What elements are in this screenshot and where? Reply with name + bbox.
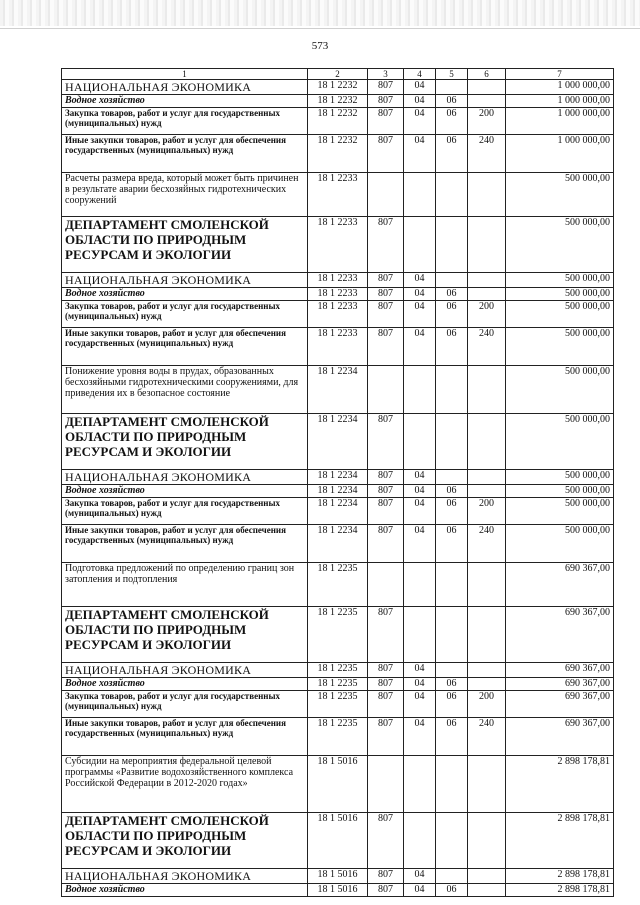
cell-target-article: 18 1 2232	[308, 135, 368, 173]
table-row	[62, 813, 614, 869]
cell-name: НАЦИОНАЛЬНАЯ ЭКОНОМИКА	[62, 470, 308, 485]
cell-ministry-code: 807	[368, 498, 404, 525]
cell-expense-type	[468, 414, 506, 470]
cell-target-article: 18 1 5016	[308, 869, 368, 884]
table-row	[62, 366, 614, 414]
table-row	[62, 173, 614, 217]
table-row	[62, 663, 614, 678]
cell-ministry-code: 807	[368, 485, 404, 498]
cell-section: 04	[404, 80, 436, 95]
cell-amount: 690 367,00	[506, 607, 614, 663]
cell-amount: 1 000 000,00	[506, 95, 614, 108]
cell-ministry-code: 807	[368, 663, 404, 678]
table-row	[62, 273, 614, 288]
cell-expense-type: 200	[468, 691, 506, 718]
cell-subsection	[436, 173, 468, 217]
cell-ministry-code: 807	[368, 607, 404, 663]
cell-ministry-code: 807	[368, 678, 404, 691]
table-row	[62, 135, 614, 173]
cell-target-article: 18 1 2232	[308, 108, 368, 135]
cell-subsection	[436, 273, 468, 288]
table-row	[62, 678, 614, 691]
table-row	[62, 217, 614, 273]
table-row	[62, 869, 614, 884]
cell-target-article: 18 1 2233	[308, 328, 368, 366]
cell-name: Иные закупки товаров, работ и услуг для обеспечения государственных (муниципальных) нужд	[62, 328, 308, 366]
cell-subsection: 06	[436, 95, 468, 108]
cell-target-article: 18 1 2235	[308, 663, 368, 678]
cell-name: Водное хозяйство	[62, 95, 308, 108]
cell-section: 04	[404, 301, 436, 328]
cell-name: Понижение уровня воды в прудах, образованных бесхозяйными гидротехническими сооружениями, для приведения их в безопасное состояние	[62, 366, 308, 414]
cell-section: 04	[404, 135, 436, 173]
table-row	[62, 607, 614, 663]
cell-ministry-code: 807	[368, 135, 404, 173]
cell-target-article: 18 1 2235	[308, 691, 368, 718]
cell-ministry-code: 807	[368, 288, 404, 301]
cell-target-article: 18 1 5016	[308, 756, 368, 813]
cell-ministry-code	[368, 366, 404, 414]
cell-amount: 500 000,00	[506, 328, 614, 366]
cell-expense-type: 240	[468, 328, 506, 366]
header-col-3: 3	[368, 69, 404, 80]
cell-expense-type: 200	[468, 301, 506, 328]
cell-subsection	[436, 813, 468, 869]
cell-section: 04	[404, 718, 436, 756]
cell-target-article: 18 1 5016	[308, 884, 368, 897]
table-row	[62, 884, 614, 897]
page-number: 573	[311, 40, 329, 52]
cell-name: ДЕПАРТАМЕНТ СМОЛЕНСКОЙ ОБЛАСТИ ПО ПРИРОДНЫМ РЕСУРСАМ И ЭКОЛОГИИ	[62, 607, 308, 663]
cell-section	[404, 173, 436, 217]
cell-target-article: 18 1 2234	[308, 414, 368, 470]
cell-subsection	[436, 756, 468, 813]
cell-amount: 500 000,00	[506, 414, 614, 470]
budget-table	[61, 68, 614, 897]
cell-subsection	[436, 607, 468, 663]
header-col-4: 4	[404, 69, 436, 80]
cell-amount: 690 367,00	[506, 663, 614, 678]
cell-amount: 500 000,00	[506, 498, 614, 525]
cell-amount: 500 000,00	[506, 485, 614, 498]
cell-name: Закупка товаров, работ и услуг для государственных (муниципальных) нужд	[62, 691, 308, 718]
cell-amount: 500 000,00	[506, 288, 614, 301]
cell-subsection: 06	[436, 884, 468, 897]
cell-name: ДЕПАРТАМЕНТ СМОЛЕНСКОЙ ОБЛАСТИ ПО ПРИРОДНЫМ РЕСУРСАМ И ЭКОЛОГИИ	[62, 813, 308, 869]
cell-ministry-code: 807	[368, 80, 404, 95]
cell-ministry-code: 807	[368, 414, 404, 470]
cell-section: 04	[404, 470, 436, 485]
cell-section	[404, 813, 436, 869]
cell-name: Водное хозяйство	[62, 485, 308, 498]
cell-expense-type: 240	[468, 525, 506, 563]
table-row	[62, 498, 614, 525]
cell-expense-type	[468, 813, 506, 869]
cell-expense-type	[468, 607, 506, 663]
header-col-1: 1	[62, 69, 308, 80]
cell-target-article: 18 1 2234	[308, 485, 368, 498]
cell-expense-type	[468, 663, 506, 678]
cell-section: 04	[404, 485, 436, 498]
cell-subsection	[436, 663, 468, 678]
cell-amount: 500 000,00	[506, 301, 614, 328]
cell-name: Водное хозяйство	[62, 884, 308, 897]
cell-expense-type	[468, 485, 506, 498]
cell-section: 04	[404, 498, 436, 525]
table-body	[62, 80, 614, 897]
cell-section	[404, 414, 436, 470]
cell-expense-type	[468, 80, 506, 95]
cell-subsection	[436, 80, 468, 95]
cell-amount: 2 898 178,81	[506, 813, 614, 869]
cell-section: 04	[404, 884, 436, 897]
cell-subsection: 06	[436, 328, 468, 366]
cell-amount: 1 000 000,00	[506, 108, 614, 135]
cell-subsection: 06	[436, 498, 468, 525]
cell-target-article: 18 1 2235	[308, 563, 368, 607]
cell-amount: 500 000,00	[506, 366, 614, 414]
cell-name: Расчеты размера вреда, который может быть причинен в результате аварии бесхозяйных гидротехнических сооружений	[62, 173, 308, 217]
cell-subsection	[436, 563, 468, 607]
cell-amount: 690 367,00	[506, 563, 614, 607]
cell-amount: 690 367,00	[506, 718, 614, 756]
cell-target-article: 18 1 2235	[308, 718, 368, 756]
cell-ministry-code	[368, 173, 404, 217]
cell-section: 04	[404, 288, 436, 301]
cell-ministry-code: 807	[368, 301, 404, 328]
table-row	[62, 95, 614, 108]
cell-amount: 500 000,00	[506, 273, 614, 288]
cell-expense-type	[468, 288, 506, 301]
cell-section: 04	[404, 678, 436, 691]
table-row	[62, 470, 614, 485]
cell-ministry-code: 807	[368, 217, 404, 273]
scan-edge-line	[0, 28, 640, 29]
cell-name: Иные закупки товаров, работ и услуг для обеспечения государственных (муниципальных) нужд	[62, 525, 308, 563]
cell-ministry-code: 807	[368, 470, 404, 485]
cell-section	[404, 756, 436, 813]
cell-subsection: 06	[436, 678, 468, 691]
cell-name: Водное хозяйство	[62, 288, 308, 301]
cell-name: Закупка товаров, работ и услуг для государственных (муниципальных) нужд	[62, 108, 308, 135]
cell-subsection	[436, 217, 468, 273]
cell-expense-type	[468, 869, 506, 884]
cell-section: 04	[404, 691, 436, 718]
cell-name: Водное хозяйство	[62, 678, 308, 691]
header-col-6: 6	[468, 69, 506, 80]
cell-ministry-code: 807	[368, 884, 404, 897]
cell-ministry-code	[368, 756, 404, 813]
cell-amount: 2 898 178,81	[506, 869, 614, 884]
cell-target-article: 18 1 5016	[308, 813, 368, 869]
table-row	[62, 525, 614, 563]
cell-ministry-code: 807	[368, 273, 404, 288]
cell-amount: 500 000,00	[506, 217, 614, 273]
table-header-row	[62, 69, 614, 80]
table-row	[62, 108, 614, 135]
cell-ministry-code: 807	[368, 525, 404, 563]
cell-expense-type	[468, 273, 506, 288]
cell-subsection	[436, 869, 468, 884]
cell-name: НАЦИОНАЛЬНАЯ ЭКОНОМИКА	[62, 273, 308, 288]
cell-expense-type	[468, 563, 506, 607]
cell-section: 04	[404, 328, 436, 366]
cell-target-article: 18 1 2234	[308, 498, 368, 525]
cell-target-article: 18 1 2232	[308, 95, 368, 108]
cell-ministry-code: 807	[368, 328, 404, 366]
cell-ministry-code	[368, 563, 404, 607]
cell-expense-type	[468, 95, 506, 108]
cell-section	[404, 366, 436, 414]
cell-subsection	[436, 366, 468, 414]
table-row	[62, 328, 614, 366]
cell-amount: 500 000,00	[506, 173, 614, 217]
cell-target-article: 18 1 2234	[308, 525, 368, 563]
cell-target-article: 18 1 2234	[308, 470, 368, 485]
table-row	[62, 756, 614, 813]
cell-subsection	[436, 414, 468, 470]
cell-subsection: 06	[436, 108, 468, 135]
cell-amount: 500 000,00	[506, 470, 614, 485]
table-row	[62, 485, 614, 498]
cell-expense-type: 240	[468, 135, 506, 173]
cell-expense-type	[468, 678, 506, 691]
cell-expense-type	[468, 366, 506, 414]
cell-section	[404, 607, 436, 663]
cell-name: НАЦИОНАЛЬНАЯ ЭКОНОМИКА	[62, 663, 308, 678]
cell-section: 04	[404, 525, 436, 563]
header-col-2: 2	[308, 69, 368, 80]
cell-name: Подготовка предложений по определению границ зон затопления и подтопления	[62, 563, 308, 607]
cell-section: 04	[404, 95, 436, 108]
cell-name: ДЕПАРТАМЕНТ СМОЛЕНСКОЙ ОБЛАСТИ ПО ПРИРОДНЫМ РЕСУРСАМ И ЭКОЛОГИИ	[62, 414, 308, 470]
cell-expense-type: 240	[468, 718, 506, 756]
cell-target-article: 18 1 2233	[308, 301, 368, 328]
header-col-5: 5	[436, 69, 468, 80]
cell-ministry-code: 807	[368, 869, 404, 884]
cell-name: НАЦИОНАЛЬНАЯ ЭКОНОМИКА	[62, 80, 308, 95]
cell-subsection	[436, 470, 468, 485]
cell-target-article: 18 1 2233	[308, 288, 368, 301]
cell-amount: 1 000 000,00	[506, 80, 614, 95]
table-row	[62, 414, 614, 470]
cell-subsection: 06	[436, 691, 468, 718]
table-row	[62, 80, 614, 95]
cell-subsection: 06	[436, 288, 468, 301]
cell-ministry-code: 807	[368, 691, 404, 718]
cell-subsection: 06	[436, 301, 468, 328]
cell-section	[404, 217, 436, 273]
cell-target-article: 18 1 2232	[308, 80, 368, 95]
header-col-7: 7	[506, 69, 614, 80]
scan-noise-strip	[0, 0, 640, 26]
cell-name: НАЦИОНАЛЬНАЯ ЭКОНОМИКА	[62, 869, 308, 884]
cell-amount: 500 000,00	[506, 525, 614, 563]
table-row	[62, 301, 614, 328]
cell-ministry-code: 807	[368, 95, 404, 108]
cell-ministry-code: 807	[368, 718, 404, 756]
cell-amount: 2 898 178,81	[506, 884, 614, 897]
cell-amount: 1 000 000,00	[506, 135, 614, 173]
cell-ministry-code: 807	[368, 813, 404, 869]
cell-amount: 690 367,00	[506, 691, 614, 718]
cell-section: 04	[404, 273, 436, 288]
cell-expense-type: 200	[468, 498, 506, 525]
cell-subsection: 06	[436, 135, 468, 173]
cell-target-article: 18 1 2233	[308, 173, 368, 217]
cell-name: Иные закупки товаров, работ и услуг для обеспечения государственных (муниципальных) нужд	[62, 135, 308, 173]
cell-expense-type	[468, 884, 506, 897]
cell-target-article: 18 1 2233	[308, 217, 368, 273]
cell-subsection: 06	[436, 718, 468, 756]
cell-name: Субсидии на мероприятия федеральной целевой программы «Развитие водохозяйственного комплекса Российской Федерации в 2012-2020 годах»	[62, 756, 308, 813]
cell-name: Иные закупки товаров, работ и услуг для обеспечения государственных (муниципальных) нужд	[62, 718, 308, 756]
table-row	[62, 563, 614, 607]
cell-name: Закупка товаров, работ и услуг для государственных (муниципальных) нужд	[62, 301, 308, 328]
cell-amount: 690 367,00	[506, 678, 614, 691]
cell-section: 04	[404, 663, 436, 678]
cell-target-article: 18 1 2235	[308, 607, 368, 663]
cell-target-article: 18 1 2234	[308, 366, 368, 414]
cell-expense-type	[468, 173, 506, 217]
cell-ministry-code: 807	[368, 108, 404, 135]
cell-expense-type: 200	[468, 108, 506, 135]
cell-target-article: 18 1 2235	[308, 678, 368, 691]
cell-expense-type	[468, 470, 506, 485]
cell-amount: 2 898 178,81	[506, 756, 614, 813]
cell-target-article: 18 1 2233	[308, 273, 368, 288]
cell-section: 04	[404, 869, 436, 884]
table-row	[62, 691, 614, 718]
cell-expense-type	[468, 756, 506, 813]
cell-name: Закупка товаров, работ и услуг для государственных (муниципальных) нужд	[62, 498, 308, 525]
cell-subsection: 06	[436, 485, 468, 498]
cell-subsection: 06	[436, 525, 468, 563]
cell-section	[404, 563, 436, 607]
table-row	[62, 288, 614, 301]
cell-section: 04	[404, 108, 436, 135]
cell-name: ДЕПАРТАМЕНТ СМОЛЕНСКОЙ ОБЛАСТИ ПО ПРИРОДНЫМ РЕСУРСАМ И ЭКОЛОГИИ	[62, 217, 308, 273]
cell-expense-type	[468, 217, 506, 273]
table-row	[62, 718, 614, 756]
